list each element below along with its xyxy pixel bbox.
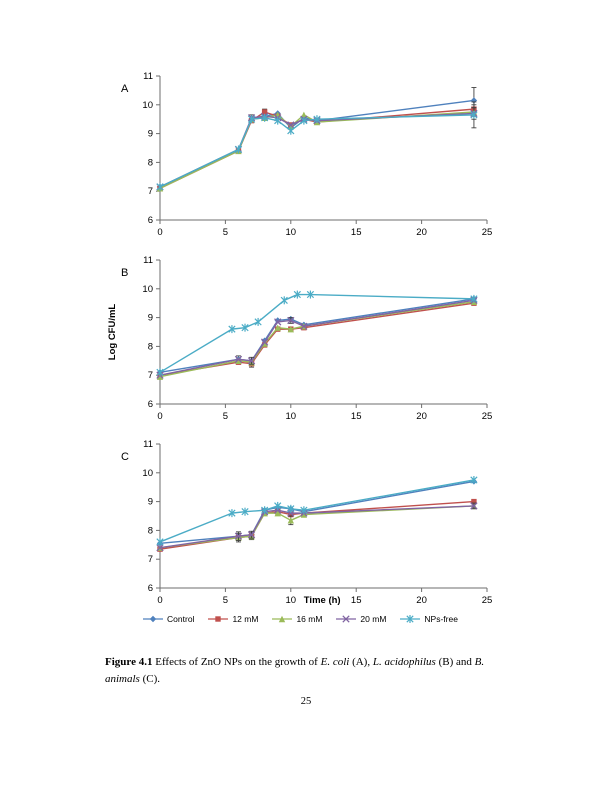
chart-svg-c [103,436,497,614]
caption-segment: L. acidophilus [372,656,436,668]
x-tick-label: 20 [416,411,427,422]
x-tick-label: 0 [157,595,163,606]
y-tick-label: 11 [143,71,153,82]
y-tick-label: 6 [147,399,153,410]
x-tick-label: 20 [416,227,427,238]
legend-marker-icon [335,614,357,624]
legend-item-20-mm [335,614,386,624]
panel-letter: B [121,267,129,279]
chart-legend [95,614,505,624]
x-tick-label: 10 [285,411,297,422]
x-axis-title: Time (h) [303,595,341,606]
asterisk-marker-icon [157,538,163,546]
x-tick-label: 10 [285,595,297,606]
panel-letter: C [121,451,129,463]
x-tick-label: 10 [285,227,297,238]
x-tick-label: 15 [350,595,362,606]
diamond-marker-icon [150,616,156,622]
caption-segment: (A), [349,656,373,668]
caption-segment: (C). [139,672,161,685]
legend-item-16-mm [271,614,322,624]
series-12-mm [157,499,476,552]
y-tick-label: 6 [147,583,153,594]
legend-item-control [142,614,194,624]
legend-marker-icon [142,614,164,624]
y-tick-label: 8 [147,341,153,353]
caption-segment: (B) and [435,656,475,668]
legend-item-nps-free [399,614,458,624]
x-tick-label: 25 [481,411,493,422]
x-tick-label: 5 [222,595,229,606]
y-tick-label: 9 [147,312,153,324]
caption-segment: Effects of ZnO NPs on the growth of [152,656,321,668]
chart-panel-c [103,436,497,614]
y-tick-label: 8 [147,157,153,169]
y-tick-label: 8 [147,525,153,537]
series-16-mm [157,299,477,380]
chart-svg-a [103,68,497,246]
caption-segment: B. animals [105,656,485,685]
figure-caption [105,654,509,687]
legend-marker-icon [399,614,421,624]
chart-panel-a [103,68,497,246]
x-tick-label: 5 [222,227,229,238]
asterisk-marker-icon [288,127,294,135]
legend-label: NPs-free [424,614,458,624]
x-tick-label: 15 [350,227,362,238]
y-tick-label: 7 [147,370,153,382]
y-tick-label: 10 [142,467,153,479]
chart-panel-b [103,252,497,430]
x-tick-label: 0 [157,411,163,422]
y-tick-label: 9 [147,128,153,140]
y-tick-label: 7 [147,186,153,198]
y-tick-label: 10 [142,99,153,111]
triangle-marker-icon [288,517,294,523]
y-tick-label: 10 [142,283,153,295]
legend-label: 12 mM [232,614,259,624]
panel-letter: A [121,83,129,95]
caption-segment: E. coli [320,656,350,668]
legend-label: Control [167,614,195,624]
series-control [157,88,477,191]
y-tick-label: 7 [147,554,153,566]
page-number: 25 [300,696,312,707]
legend-marker-icon [271,614,293,624]
chart-svg-b [103,252,497,430]
square-marker-icon [216,616,221,621]
y-axis-title: Log CFU/mL [107,303,118,361]
y-tick-label: 11 [143,255,153,266]
asterisk-marker-icon [255,318,261,326]
y-tick-label: 11 [143,439,153,450]
y-tick-label: 9 [147,496,153,508]
x-tick-label: 15 [350,411,362,422]
x-tick-label: 25 [481,227,493,238]
series-nps-free [157,476,477,546]
asterisk-marker-icon [281,296,287,304]
x-tick-label: 20 [416,595,427,606]
x-tick-label: 5 [222,411,229,422]
legend-label: 20 mM [360,614,387,624]
y-tick-label: 6 [147,215,153,226]
legend-label: 16 mM [296,614,323,624]
legend-marker-icon [207,614,229,624]
caption-segment: Figure 4.1 [105,656,153,668]
x-tick-label: 25 [481,595,493,606]
series-nps-free [157,291,477,377]
x-tick-label: 0 [157,227,163,238]
legend-item-12-mm [207,614,258,624]
